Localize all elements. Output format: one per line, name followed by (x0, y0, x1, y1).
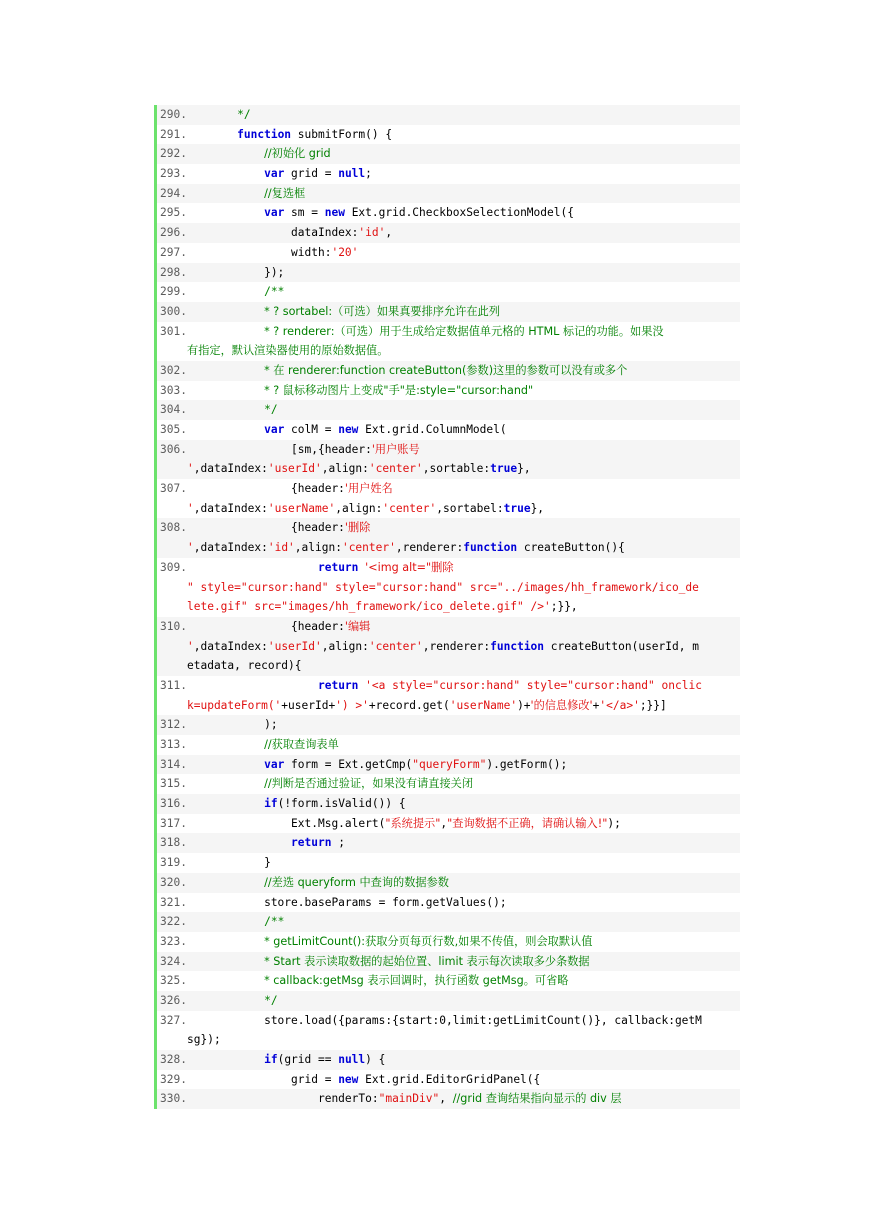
code-line-continuation (157, 341, 740, 361)
code-token: " style="cursor:hand" style="cursor:hand" src="../images/hh_framework/ico_de (187, 580, 699, 594)
line-number: 291. (160, 127, 187, 141)
code-line-text (157, 518, 740, 538)
code-token: sm = (284, 206, 325, 220)
code-token: var (264, 206, 285, 220)
code-token: ,dataIndex: (193, 639, 268, 653)
code-line (157, 794, 740, 814)
line-number: 323. (160, 934, 187, 948)
code-token: 'center' (368, 462, 423, 476)
code-token: if (264, 797, 278, 811)
code-line-text (157, 125, 740, 145)
code-line-text (157, 105, 740, 125)
code-token: //初始化 grid (264, 147, 331, 161)
code-token: submitForm() { (291, 127, 393, 141)
code-line-text (157, 164, 740, 184)
line-number: 308. (160, 521, 187, 535)
code-token: function (490, 639, 545, 653)
code-line-text (157, 322, 740, 342)
code-token: [sm,{header: (190, 442, 372, 456)
code-line-text (157, 1011, 740, 1031)
code-line-text (157, 794, 740, 814)
code-line-text (157, 203, 740, 223)
line-number: 293. (160, 167, 187, 181)
code-line (157, 1011, 740, 1050)
code-token: 'id' (358, 226, 386, 240)
code-token: ,align: (321, 639, 369, 653)
code-token: '用户账号 (371, 442, 420, 456)
line-number: 295. (160, 206, 187, 220)
code-token: }, (517, 462, 531, 476)
code-token: )+ (517, 698, 531, 712)
code-line (157, 814, 740, 834)
line-number: 324. (160, 954, 187, 968)
code-token: 'center' (382, 501, 437, 515)
code-token: ) { (365, 1053, 386, 1066)
code-token: '用户姓名 (344, 482, 393, 496)
line-number: 330. (160, 1092, 187, 1106)
code-token: * ? sortabel:（可选）如果真要排序允许在此列 (264, 304, 500, 318)
code-token (190, 797, 264, 810)
code-token: , (440, 816, 448, 830)
code-line (157, 991, 740, 1011)
code-line (157, 558, 740, 617)
code-token: lete.gif" src="images/hh_framework/ico_delete.gif" />' (187, 600, 551, 614)
code-line-text (157, 715, 740, 735)
line-number: 310. (160, 619, 187, 633)
code-line-text (157, 833, 740, 853)
code-token: ); (190, 718, 278, 732)
code-line-text (157, 1070, 740, 1090)
code-token: ,dataIndex: (193, 462, 268, 476)
code-token: ,align: (321, 462, 369, 476)
code-line-continuation (157, 499, 740, 519)
code-token: "系统提示" (385, 816, 441, 830)
code-line (157, 893, 740, 913)
code-line (157, 164, 740, 184)
line-number: 303. (160, 383, 187, 397)
code-token (190, 423, 264, 436)
code-token: Ext.Msg.alert( (190, 816, 386, 830)
code-token: createButton(){ (517, 541, 625, 555)
code-line-text (157, 400, 740, 420)
code-line-text (157, 755, 740, 775)
code-line-text (157, 381, 740, 401)
code-token (190, 994, 264, 1007)
code-token: 有指定，默认渲染器使用的原始数据值。 (187, 344, 389, 358)
code-line (157, 1089, 740, 1109)
code-token: ,sortabel: (436, 501, 504, 515)
code-token: * getLimitCount():获取分页每页行数,如果不传值，则会取默认值 (264, 934, 593, 948)
line-number: 294. (160, 186, 187, 200)
code-line (157, 774, 740, 794)
code-token: k=updateForm(' (187, 698, 282, 712)
code-token: Ext.grid.ColumnModel( (358, 423, 507, 436)
code-line (157, 1050, 740, 1070)
code-line (157, 912, 740, 932)
line-number: 329. (160, 1072, 187, 1086)
code-token (190, 836, 291, 849)
code-token (190, 305, 264, 318)
code-token: form = Ext.getCmp( (284, 757, 413, 771)
code-token: store.load({params:{start:0,limit:getLimitCount()}, callback:getM (190, 1013, 702, 1027)
code-line-continuation (157, 637, 740, 657)
line-number: 304. (160, 403, 187, 417)
code-line (157, 400, 740, 420)
code-line-text (157, 361, 740, 381)
code-token: 'userId' (267, 639, 322, 653)
code-line-continuation (157, 578, 740, 598)
code-token: } (190, 856, 271, 870)
code-token: 'userId' (267, 462, 322, 476)
code-line-text (157, 263, 740, 283)
code-token: +record.get( (368, 698, 450, 712)
line-number: 321. (160, 895, 187, 909)
code-token: //grid 查询结果指向显示的 div 层 (452, 1092, 622, 1106)
code-line (157, 381, 740, 401)
code-token: renderTo: (190, 1092, 379, 1106)
line-number: 326. (160, 993, 187, 1007)
code-token: dataIndex: (190, 226, 359, 240)
code-token: ,align: (335, 501, 383, 515)
code-line (157, 853, 740, 873)
code-line-continuation (157, 597, 740, 617)
code-token: * ? 鼠标移动图片上变成"手"是:style="cursor:hand" (264, 383, 534, 397)
code-token: width: (190, 245, 332, 259)
code-line (157, 282, 740, 302)
code-line (157, 144, 740, 164)
code-token (190, 758, 264, 771)
line-number: 299. (160, 285, 187, 299)
code-line-text (157, 952, 740, 972)
code-token: colM = (284, 423, 339, 436)
code-line-text (157, 144, 740, 164)
code-line (157, 184, 740, 204)
line-number: 309. (160, 560, 187, 574)
code-token: "查询数据不正确，请确认输入!" (447, 816, 608, 830)
code-token: 'id' (267, 541, 295, 555)
code-line-text (157, 282, 740, 302)
code-token: "queryForm" (412, 757, 487, 771)
code-token (190, 403, 264, 416)
line-number: 312. (160, 718, 187, 732)
line-number: 328. (160, 1053, 187, 1066)
code-line (157, 735, 740, 755)
code-line (157, 479, 740, 518)
code-line (157, 873, 740, 893)
code-line-text (157, 853, 740, 873)
code-line-continuation (157, 1030, 740, 1050)
code-line-text (157, 479, 740, 499)
code-token: ,dataIndex: (193, 541, 268, 555)
code-line-text (157, 932, 740, 952)
code-token: //复选框 (264, 186, 306, 200)
code-line-continuation (157, 459, 740, 479)
code-line (157, 676, 740, 715)
code-line (157, 263, 740, 283)
code-line-continuation (157, 656, 740, 676)
code-token: null (338, 1053, 366, 1066)
code-token (190, 167, 264, 180)
code-token: ' (187, 639, 194, 653)
code-token: ' (187, 501, 194, 515)
code-token (190, 206, 264, 219)
code-token: ); (607, 816, 621, 830)
code-token: true (503, 501, 531, 515)
code-line-text (157, 774, 740, 794)
line-number: 301. (160, 324, 187, 338)
line-number: 305. (160, 423, 187, 436)
code-token: ,align: (294, 541, 342, 555)
code-token: createButton(userId, m (544, 639, 699, 653)
code-token: return (317, 560, 359, 574)
code-line-text (157, 1050, 740, 1070)
code-token: ,sortable: (422, 462, 491, 476)
line-number: 318. (160, 836, 187, 850)
code-token: ,renderer: (422, 639, 491, 653)
code-line-text (157, 223, 740, 243)
code-line-text (157, 302, 740, 322)
code-token: (!form.isValid()) { (277, 797, 406, 811)
code-token: (grid == (277, 1053, 339, 1066)
line-number: 296. (160, 226, 187, 240)
line-number: 292. (160, 147, 187, 161)
code-token: * 在 renderer:function createButton(参数)这里的参数可以没有或多个 (264, 363, 628, 377)
line-number: 327. (160, 1013, 187, 1027)
code-token: * callback:getMsg 表示回调时，执行函数 getMsg。可省略 (264, 974, 569, 988)
code-token: , (439, 1092, 453, 1106)
code-token: var (264, 167, 285, 181)
code-token: }, (530, 501, 545, 515)
code-token: /** (264, 285, 285, 299)
code-token: grid = (190, 1072, 339, 1086)
code-token: new (338, 423, 359, 436)
code-token: function (463, 541, 518, 555)
code-line-continuation (157, 696, 740, 716)
line-number: 322. (160, 915, 187, 929)
code-token: function (237, 127, 292, 141)
code-token (190, 915, 264, 928)
code-token: '编辑 (344, 619, 371, 633)
code-line (157, 105, 740, 125)
code-token: var (264, 757, 285, 771)
code-line (157, 203, 740, 223)
code-token: Ext.grid.EditorGridPanel({ (358, 1072, 541, 1086)
code-token: ;}}, (550, 600, 578, 614)
code-token: //判断是否通过验证，如果没有请直接关闭 (264, 777, 474, 791)
line-number: 319. (160, 856, 187, 870)
code-token (190, 876, 264, 889)
code-token: ' (187, 462, 194, 476)
code-token: }); (190, 265, 285, 279)
code-line (157, 833, 740, 853)
code-line (157, 322, 740, 361)
code-line (157, 125, 740, 145)
code-line (157, 420, 740, 440)
code-token: ' (187, 541, 194, 555)
code-token: etadata, record){ (187, 659, 302, 673)
code-line-text (157, 991, 740, 1011)
code-line (157, 755, 740, 775)
code-token: * Start 表示读取数据的起始位置、limit 表示每次读取多少条数据 (264, 954, 590, 968)
code-token: grid = (284, 167, 339, 181)
code-line-text (157, 912, 740, 932)
code-token: , (385, 226, 393, 240)
code-token (190, 935, 264, 948)
line-number: 290. (160, 108, 187, 121)
code-token (190, 108, 237, 121)
code-token: sg}); (187, 1033, 221, 1047)
line-number: 302. (160, 363, 187, 377)
line-number: 314. (160, 757, 187, 771)
code-line-text (157, 676, 740, 696)
code-token: ;}}] (639, 698, 667, 712)
code-line-text (157, 617, 740, 637)
code-line (157, 715, 740, 735)
code-token: '删除 (344, 521, 371, 535)
code-token: */ (264, 403, 278, 417)
code-token: //差选 queryform 中查询的数据参数 (264, 875, 449, 889)
code-token: true (490, 462, 518, 476)
code-token: store.baseParams = form.getValues(); (190, 895, 507, 909)
code-token (190, 364, 264, 377)
code-token: return (291, 836, 332, 850)
code-token: {header: (190, 482, 345, 496)
code-token (190, 777, 264, 790)
code-token: */ (237, 108, 251, 121)
code-token: */ (264, 993, 278, 1007)
code-line (157, 932, 740, 952)
line-number: 298. (160, 265, 187, 279)
code-token (190, 1053, 264, 1066)
code-line-text (157, 1089, 740, 1109)
line-number: 325. (160, 974, 187, 988)
code-token (190, 384, 264, 397)
code-token (190, 325, 264, 338)
code-token: var (264, 423, 285, 436)
code-line (157, 617, 740, 676)
code-token: '的信息修改' (530, 698, 593, 712)
code-token: * ? renderer:（可选）用于生成给定数据值单元格的 HTML 标记的功能。如果没 (264, 324, 664, 338)
code-line (157, 1070, 740, 1090)
code-line (157, 440, 740, 479)
code-token: '<a style="cursor:hand" style="cursor:hand" onclic (365, 678, 702, 692)
code-token: null (338, 167, 366, 181)
code-line-text (157, 873, 740, 893)
code-token: return (317, 678, 359, 692)
line-number: 320. (160, 875, 187, 889)
code-token: {header: (190, 619, 345, 633)
code-token: ; (331, 836, 345, 850)
line-number: 306. (160, 442, 187, 456)
code-token: "mainDiv" (378, 1092, 440, 1106)
code-token: if (264, 1053, 278, 1066)
code-token: '<img alt="删除 (365, 560, 454, 574)
code-token: {header: (190, 521, 345, 535)
line-number: 313. (160, 738, 187, 751)
code-token (190, 187, 264, 200)
code-line-text (157, 735, 740, 755)
code-token: ') >' (335, 698, 369, 712)
code-token: new (324, 206, 345, 220)
code-token: 'userName' (449, 698, 518, 712)
code-line-text (157, 814, 740, 834)
code-token (190, 147, 264, 160)
code-token (190, 128, 237, 141)
line-number: 300. (160, 304, 187, 318)
code-line-text (157, 558, 740, 578)
code-listing (154, 105, 740, 1109)
code-line (157, 361, 740, 381)
code-token (190, 561, 318, 574)
code-line-text (157, 893, 740, 913)
code-token (190, 679, 318, 692)
code-token: ; (365, 167, 372, 181)
code-token: 'center' (368, 639, 423, 653)
code-line-text (157, 243, 740, 263)
code-line-text (157, 971, 740, 991)
code-line (157, 518, 740, 557)
line-number: 297. (160, 245, 187, 259)
code-line (157, 971, 740, 991)
line-number: 311. (160, 678, 187, 692)
code-token: 'center' (341, 541, 396, 555)
code-token: Ext.grid.CheckboxSelectionModel({ (344, 206, 574, 220)
line-number: 316. (160, 797, 187, 811)
code-token: '</a>' (599, 698, 640, 712)
code-line (157, 952, 740, 972)
code-token: ,renderer: (395, 541, 464, 555)
code-line (157, 243, 740, 263)
code-token: ).getForm(); (486, 757, 568, 771)
line-number: 317. (160, 816, 187, 830)
code-token (190, 285, 264, 298)
code-token: 'userName' (267, 501, 336, 515)
code-line (157, 302, 740, 322)
code-line-continuation (157, 538, 740, 558)
code-token: '20' (331, 245, 359, 259)
code-token: //获取查询表单 (264, 738, 339, 751)
code-token: ,dataIndex: (193, 501, 268, 515)
line-number: 307. (160, 482, 187, 496)
line-number: 315. (160, 777, 187, 791)
code-token (190, 955, 264, 968)
code-line-text (157, 440, 740, 460)
code-line-text (157, 420, 740, 440)
code-token: new (338, 1072, 359, 1086)
code-line (157, 223, 740, 243)
code-token: + (592, 698, 600, 712)
code-token (190, 974, 264, 987)
code-token: +userId+ (281, 698, 336, 712)
code-token (190, 738, 264, 751)
code-line-text (157, 184, 740, 204)
code-token: /** (264, 915, 285, 929)
